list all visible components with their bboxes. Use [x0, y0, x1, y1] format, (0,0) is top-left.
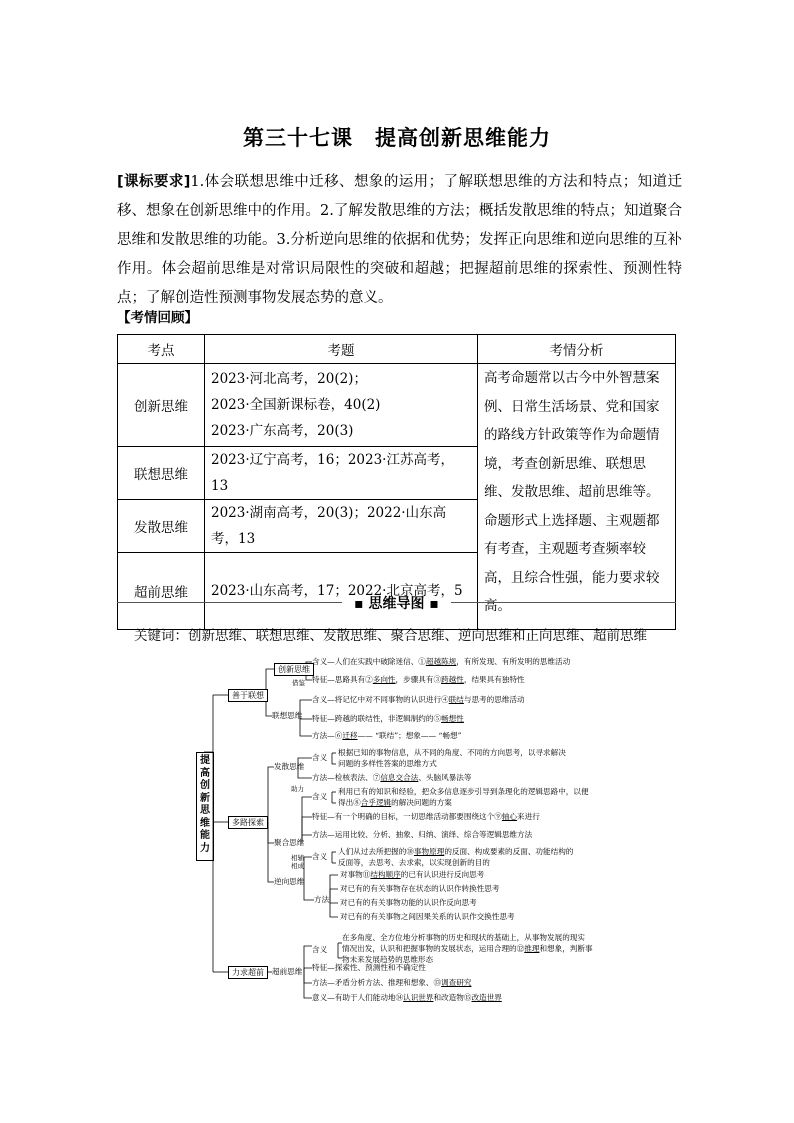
ahead-meaning-2: [342, 944, 593, 954]
t: 和想象，判断事: [539, 944, 593, 953]
converge-method: 方法—运用比较、分析、抽象、归纳、演绎、综合等逻辑思维方法: [312, 830, 533, 839]
t: 含义—将记忆中对不同事物的认识进行④: [312, 695, 449, 704]
t: 意义—有助于人们能动地⑭: [312, 993, 404, 1002]
exam-item: 2023·广东高考，20(3): [211, 423, 354, 439]
node-reverse-thinking: 逆向思维: [274, 877, 305, 886]
answer-1: 超越陈规: [425, 657, 457, 666]
ahead-method: [312, 978, 471, 988]
label-xiangfu-1: 相辅: [291, 854, 304, 862]
exam-item: 2023·辽宁高考，16；2023·江苏高考，13: [205, 447, 478, 500]
exam-point: 创新思维: [118, 364, 205, 447]
label-xiangfu: [291, 854, 304, 870]
reverse-method-1: [340, 870, 484, 880]
answer-13: 调查研究: [441, 978, 472, 987]
reverse-meaning-1: [338, 847, 573, 857]
reverse-meaning-2: 反面等，去思考、去求索，以实现创新的目的: [338, 858, 490, 867]
answer-4: 联结: [448, 695, 464, 704]
table-header: 考题: [205, 335, 478, 364]
t: ，有所发现、有所发明的思维活动: [456, 657, 571, 666]
innovate-feature: [312, 675, 525, 685]
answer-8: 合乎逻辑: [360, 798, 392, 807]
answer-12: 推理: [524, 944, 540, 953]
reverse-method-3: 对已有的有关事物功能的认识作反向思考: [340, 898, 477, 907]
t: 与思考的思维活动: [463, 695, 525, 704]
t: 人们从过去所把握的⑩: [338, 847, 414, 856]
assoc-meaning: [312, 695, 525, 705]
exam-point: 联想思维: [118, 447, 205, 500]
answer-9: 轴心: [501, 812, 518, 821]
ahead-meaning-3: 物未来发展趋势的思维形态: [342, 955, 434, 964]
assoc-method: [312, 731, 461, 741]
reverse-method-4: 对已有的有关事物之间因果关系的认识作交换性思考: [340, 912, 515, 921]
converge-feature: [312, 812, 540, 822]
reverse-method-2: 对已有的有关事物存在状态的认识作转换性思考: [340, 884, 500, 893]
innovate-meaning: [312, 657, 570, 667]
exam-review-label: 【考情回顾】: [117, 310, 198, 326]
answer-10: 事物原理: [413, 847, 445, 856]
t: 和改造物⑮: [433, 993, 472, 1002]
page-title: 第三十七课 提高创新思维能力: [243, 126, 551, 150]
ahead-significance: [312, 993, 502, 1003]
t: 的解决问题的方案: [391, 798, 452, 807]
table-header: 考点: [118, 335, 205, 364]
reverse-method-label: 方法: [314, 895, 330, 904]
node-convergent-thinking: 聚合思维: [274, 838, 305, 847]
branch-strive-ahead: 力求超前: [228, 966, 268, 979]
exam-point: 超前思维: [118, 553, 205, 630]
mindmap-heading-text: 思维导图: [368, 596, 425, 612]
exam-point: 发散思维: [118, 500, 205, 553]
t: 对事物⑪: [340, 870, 371, 879]
t: 方法—检核表法、⑦: [312, 773, 381, 782]
table-header: 考情分析: [478, 335, 676, 364]
answer-2: 多向性: [372, 675, 396, 684]
t: 含义—人们在实践中破除迷信、①: [312, 657, 426, 666]
t: 特征—思路具有②: [312, 675, 373, 684]
diverge-method: [312, 773, 471, 783]
ahead-meaning-label: 含义: [312, 945, 328, 954]
t: 特征—有一个明确的目标，一切思维活动都要围绕这个⑨: [312, 812, 502, 821]
mindmap-root: 提高创新思维能力: [196, 752, 214, 861]
answer-7: 信息交合法: [380, 773, 419, 782]
node-ahead-thinking: 超前思维: [272, 967, 303, 976]
assoc-feature: [312, 714, 464, 724]
t: 方法—矛盾分析方法、推理和想象、⑬: [312, 978, 442, 987]
requirements-text: 1.体会联想思维中迁移、想象的运用；了解联想思维的方法和特点；知道迁移、想象在创新思维中的作用。2.了解发散思维的方法；概括发散思维的特点；知道聚合思维和发散思维的功能。3.分析逆向思维的依据和优势；发挥正向思维和逆向思维的互补作用。体会超前思维是对常识局限性的突破和超越；把握超前思维的探索性、预测性特点；了解创造性预测事物发展态势的意义。: [117, 174, 682, 306]
diverge-meaning-2: 问题的多样性答案的思维方式: [338, 759, 437, 768]
converge-meaning-label: 含义: [312, 792, 328, 801]
exam-item: 2023·湖南高考，20(3)；2022·山东高考，13: [205, 500, 478, 553]
node-innovative-thinking: 创新思维: [274, 663, 314, 676]
ahead-feature: 特征—探索性、预测性和不确定性: [312, 963, 426, 972]
branch-multi-path: 多路探索: [228, 816, 268, 829]
answer-11: 结构顺序: [370, 870, 401, 879]
t: 得出⑧: [338, 798, 361, 807]
label-xiangfu-2: 相成: [291, 861, 304, 870]
t: 情况出发，认识和把握事物的发展状态，运用合理的⑫: [342, 944, 525, 953]
node-divergent-thinking: 发散思维: [274, 762, 305, 771]
answer-6: 迁移: [342, 731, 358, 740]
t: ，结果具有独特性: [463, 675, 525, 684]
diverge-meaning-1: 根据已知的事物信息，从不同的角度、不同的方向思考，以寻求解决: [338, 748, 566, 757]
node-association-thinking: 联想思维: [272, 711, 303, 720]
mindmap-heading: ▪ 思维导图 ▪: [354, 596, 439, 612]
converge-meaning-1: 利用已有的知识和经验，把众多信息逐步引导到条理化的逻辑思路中，以便: [338, 787, 589, 796]
t: 、头脑风暴法等: [418, 773, 472, 782]
answer-5: 畅想性: [441, 714, 464, 723]
exam-item: 2023·全国新课标卷，40(2): [211, 397, 381, 413]
converge-meaning-2: [338, 798, 452, 808]
requirements-label: [课标要求]: [117, 174, 191, 190]
t: 来进行: [517, 812, 540, 821]
t: 的已有认识进行反向思考: [400, 870, 485, 879]
exam-item: 2023·河北高考，20(2)；: [211, 371, 367, 387]
label-jiejian: 借鉴: [292, 679, 305, 687]
answer-3: 跨越性: [441, 675, 464, 684]
answer-14: 认识世界: [403, 993, 434, 1002]
exam-analysis: 高考命题常以古今中外智慧案例、日常生活场景、党和国家的路线方针政策等作为命题情境，考查创新思维、联想思维、发散思维、超前思维等。命题形式上选择题、主观题都有考查，主观题考查频率较高，且综合性强，能力要求较高。: [478, 364, 676, 630]
label-zhuli: 助力: [291, 785, 304, 793]
answer-15: 改造世界: [471, 993, 502, 1002]
t: —— “联结”；想象—— “畅想”: [357, 731, 462, 740]
ahead-meaning-1: 在多角度、全方位地分析事物的历史和现状的基础上，从事物发展的现实: [342, 933, 585, 942]
t: 方法—⑥: [312, 731, 343, 740]
keywords: 关键词：创新思维、联想思维、发散思维、聚合思维、逆向思维和正向思维、超前思维: [134, 628, 647, 644]
t: 特征—跨越的联结性，非逻辑制约的⑤: [312, 714, 442, 723]
branch-good-association: 善于联想: [228, 689, 268, 702]
diverge-meaning-label: 含义: [312, 753, 328, 762]
reverse-meaning-label: 含义: [312, 852, 328, 861]
t: ，步骤具有③: [395, 675, 442, 684]
t: 的反面、构成要素的反面、功能结构的: [444, 847, 574, 856]
exam-item: 2023·山东高考，17；2022·北京高考，5: [205, 553, 478, 630]
